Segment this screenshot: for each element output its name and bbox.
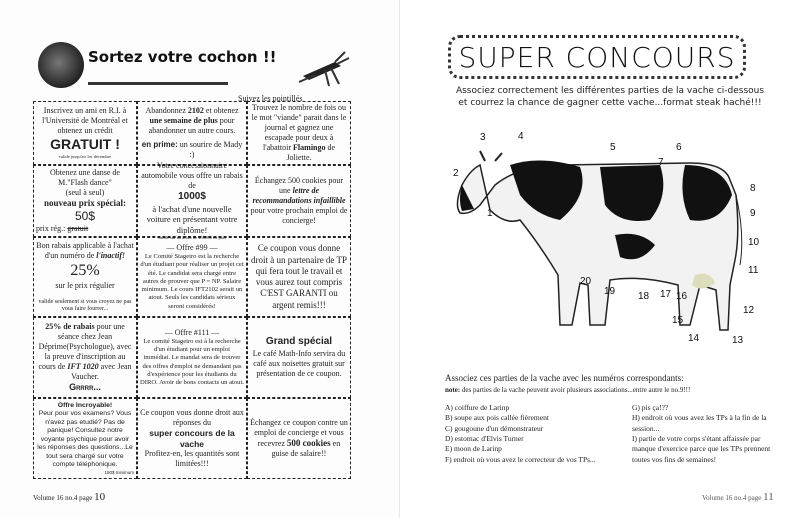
cow-label: 14: [688, 333, 700, 344]
coupon-text: Inscrivez un ami en R.I. à l'Université de Montréal et obtenez un crédit: [42, 106, 128, 136]
cow-label: 16: [676, 291, 688, 302]
coupon-headline: nouveau prix spécial:: [43, 197, 126, 208]
coupon-cafe-math-info[interactable]: [247, 317, 351, 398]
coupon-heading: — Offre #111 —: [164, 327, 220, 337]
page-footer: Volume 16 no.4 page 10: [33, 491, 106, 503]
coupon-credit[interactable]: [33, 101, 137, 165]
coupon-text: Profitez-en, les quantités sont limitées!!!: [144, 449, 240, 469]
cow-label: 19: [604, 286, 616, 297]
answer-item: A) coiffure de Larinp: [445, 403, 510, 412]
cow-label: 9: [750, 208, 756, 219]
cow-label: 2: [453, 168, 459, 179]
coupon-text: Ce coupon vous donne droit à un partenaire de TP qui fera tout le travail et vous aurez tout compris C'EST GARANTI ou argent remis!!!: [250, 243, 348, 310]
answer-item: B) soupe aux pois callée fièrement: [445, 413, 549, 423]
coupon-text: Peur pour vos examens? Vous n'avez pas etudié? Pas de panique! Consultez notre voyante psychique pour avoir les réponses des questions...Le tout sera chargé sur votre compte téléphonique.: [37, 410, 133, 469]
coupon-offre-111[interactable]: [137, 317, 247, 398]
answer-item: G) pis ça!??: [632, 403, 669, 412]
cow-label: 6: [676, 142, 682, 153]
cow-label: 5: [610, 142, 616, 153]
coupon-offre-99[interactable]: [137, 237, 247, 317]
intro-line: Associez correctement les différentes parties de la vache ci-dessous: [455, 86, 765, 96]
coupon-psychologue[interactable]: [33, 317, 137, 398]
page-footer: Volume 16 no.4 page 11: [702, 491, 774, 503]
cow-label: 18: [638, 291, 650, 302]
intro-line: et courrez la chance de gagner cette vache...format steak haché!!!: [458, 97, 762, 108]
title-underline: [88, 82, 228, 85]
cow-label: 11: [748, 265, 759, 276]
coupon-voyante[interactable]: [33, 398, 137, 479]
cow-label: 13: [732, 335, 744, 346]
cow-illustration: [440, 125, 780, 355]
cow-label: 17: [660, 289, 672, 300]
cow-label: 15: [672, 315, 684, 326]
coupon-flash-dance[interactable]: [33, 165, 137, 237]
coupon-text: Ce coupon vous donne droit aux réponses du: [140, 407, 244, 427]
coupon-grid: [33, 101, 351, 479]
page-title: Sortez votre cochon !!: [88, 48, 277, 66]
follow-dots-label: Suivez les pointillés: [238, 94, 303, 103]
coupon-fineprint: valide sur un achat de 45000$ ou plus: [157, 235, 227, 241]
answer-list-left: [445, 403, 625, 465]
coupon-inactif[interactable]: [33, 237, 137, 317]
coupon-text: Le Comité Stageiro est la recherche d'un étudiant pour réaliser un projet cet été. Le candidat sera chargé entre autres de prouver que P = NP. Salaire minimum. Le cours IFT2102 serait un atout. Seuls les candidats sérieux seront considérés!: [140, 253, 244, 310]
regular-price: prix rég.: gratuit: [36, 224, 89, 234]
coupon-partenaire-tp[interactable]: [247, 237, 351, 317]
note: note: des parties de la vache peuvent avoir plusieurs associations...entre autre le no.9!!!: [445, 386, 691, 394]
coupon-viande[interactable]: [247, 101, 351, 165]
swiss-knife-icon: [295, 48, 351, 88]
coupon-text: Votre concessionnaire automobile vous offre un rabais de: [141, 161, 243, 190]
coupon-fineprint: valide jusqu'au 1er décembre: [58, 153, 112, 159]
answer-item: D) estomac d'Elvis Turner: [445, 434, 524, 444]
coupon-fineprint: valide seulement si vous croyez ne pas vous faire fourrer...: [38, 298, 132, 312]
coupon-text: Le comité Stageiro est à la recherche d'un étudiant pour un emploi immédiat. Le mandat sera de trouver des offres d'emploi ne demandant pas d'expérience pour les étudiants du DIRO. Avoir de bons contacts un atout.: [140, 337, 244, 386]
coupon-amount: 1000$: [178, 191, 206, 202]
coupon-text: 25% de rabais pour une séance chez Jean Déprime(Psychologue), avec la preuve d'inscription au cours de IFT 1020 avec Jean Vaucher.: [38, 321, 132, 381]
coupon-headline: Grand spécial: [265, 336, 333, 348]
answer-item: H) endroit où vous avez les TPs à la fin de la session...: [632, 413, 767, 433]
cow-label: 3: [480, 132, 486, 143]
coupon-text: Le café Math-Info servira du café aux noisettes gratuit sur présentation de ce coupon.: [252, 348, 346, 378]
instructions: Associez ces parties de la vache avec les numéros correspondants:: [445, 373, 684, 383]
coupon-reponses-concours[interactable]: [137, 398, 247, 479]
coupon-recommandation[interactable]: [247, 165, 351, 237]
coupon-text: sur le prix régulier: [55, 280, 115, 290]
coupon-fineprint: 150$ minimum: [104, 469, 134, 475]
coupon-exclamation: Grrrr...: [69, 381, 101, 392]
coupon-car-dealer[interactable]: [137, 161, 247, 241]
answer-item: F) endroit où vous avez le correcteur de vos TPs...: [445, 454, 596, 464]
answer-item: C) gougoune d'un démonstrateur: [445, 423, 544, 433]
prix-reduction-logo: [38, 42, 84, 88]
coupon-text: Trouvez le nombre de fois ou le mot "viande" parait dans le journal et gagnez une escapade pour deux à l'abattoir Flamingo de Joliette.: [251, 103, 347, 162]
coupon-text: Bon rabais applicable à l'achat d'un numéro de l'inactif!: [36, 240, 134, 260]
cow-label: 8: [750, 183, 756, 194]
coupon-heading: — Offre #99 —: [166, 243, 218, 253]
coupon-headline: Offre Incroyable!: [57, 401, 113, 409]
coupon-text: Abandonnez 2102 et obtenez une semaine de plus pour abandonner un autre cours.: [145, 106, 239, 135]
cow-label: 10: [748, 237, 760, 248]
coupon-text: à l'achat d'une nouvelle voiture en présentant votre diplôme!: [146, 203, 238, 235]
coupon-abandon-2102[interactable]: [137, 101, 247, 165]
cow-label: 20: [580, 276, 592, 287]
cow-diagram: [440, 125, 780, 355]
contest-intro: [420, 86, 800, 109]
coupon-text: (seul à seul): [65, 187, 105, 197]
coupon-percent: 25%: [70, 261, 100, 279]
cow-label: 1: [487, 208, 493, 219]
answer-item: I) partie de votre corps s'étant affaissée par manque d'exercice parce que les TPs prennent toutes vos fins de semaines!: [632, 434, 771, 464]
answer-list-right: [632, 403, 772, 465]
answer-item: E) moon de Larinp: [445, 444, 502, 454]
coupon-text: Échangez ce coupon contre un emploi de concierge et vous recevrez 500 cookies en guise de salaire!!: [250, 417, 348, 459]
contest-title: SUPER CONCOURS: [448, 35, 746, 79]
coupon-text: Obtenez une danse de M."Flash dance": [50, 167, 120, 187]
coupon-headline: super concours de la vache: [149, 427, 235, 449]
cow-label: 12: [743, 305, 755, 316]
coupon-concierge[interactable]: [247, 398, 351, 479]
coupon-headline: GRATUIT !: [50, 136, 120, 153]
coupon-price: 50$: [74, 209, 96, 224]
coupon-bonus: en prime: un sourire de Mady :): [141, 140, 243, 159]
coupon-text: Échangez 500 cookies pour une lettre de recommandations infaillible pour votre prochain emploi de concierge!: [250, 176, 348, 225]
cow-label: 4: [518, 131, 524, 142]
cow-label: 7: [658, 157, 664, 168]
